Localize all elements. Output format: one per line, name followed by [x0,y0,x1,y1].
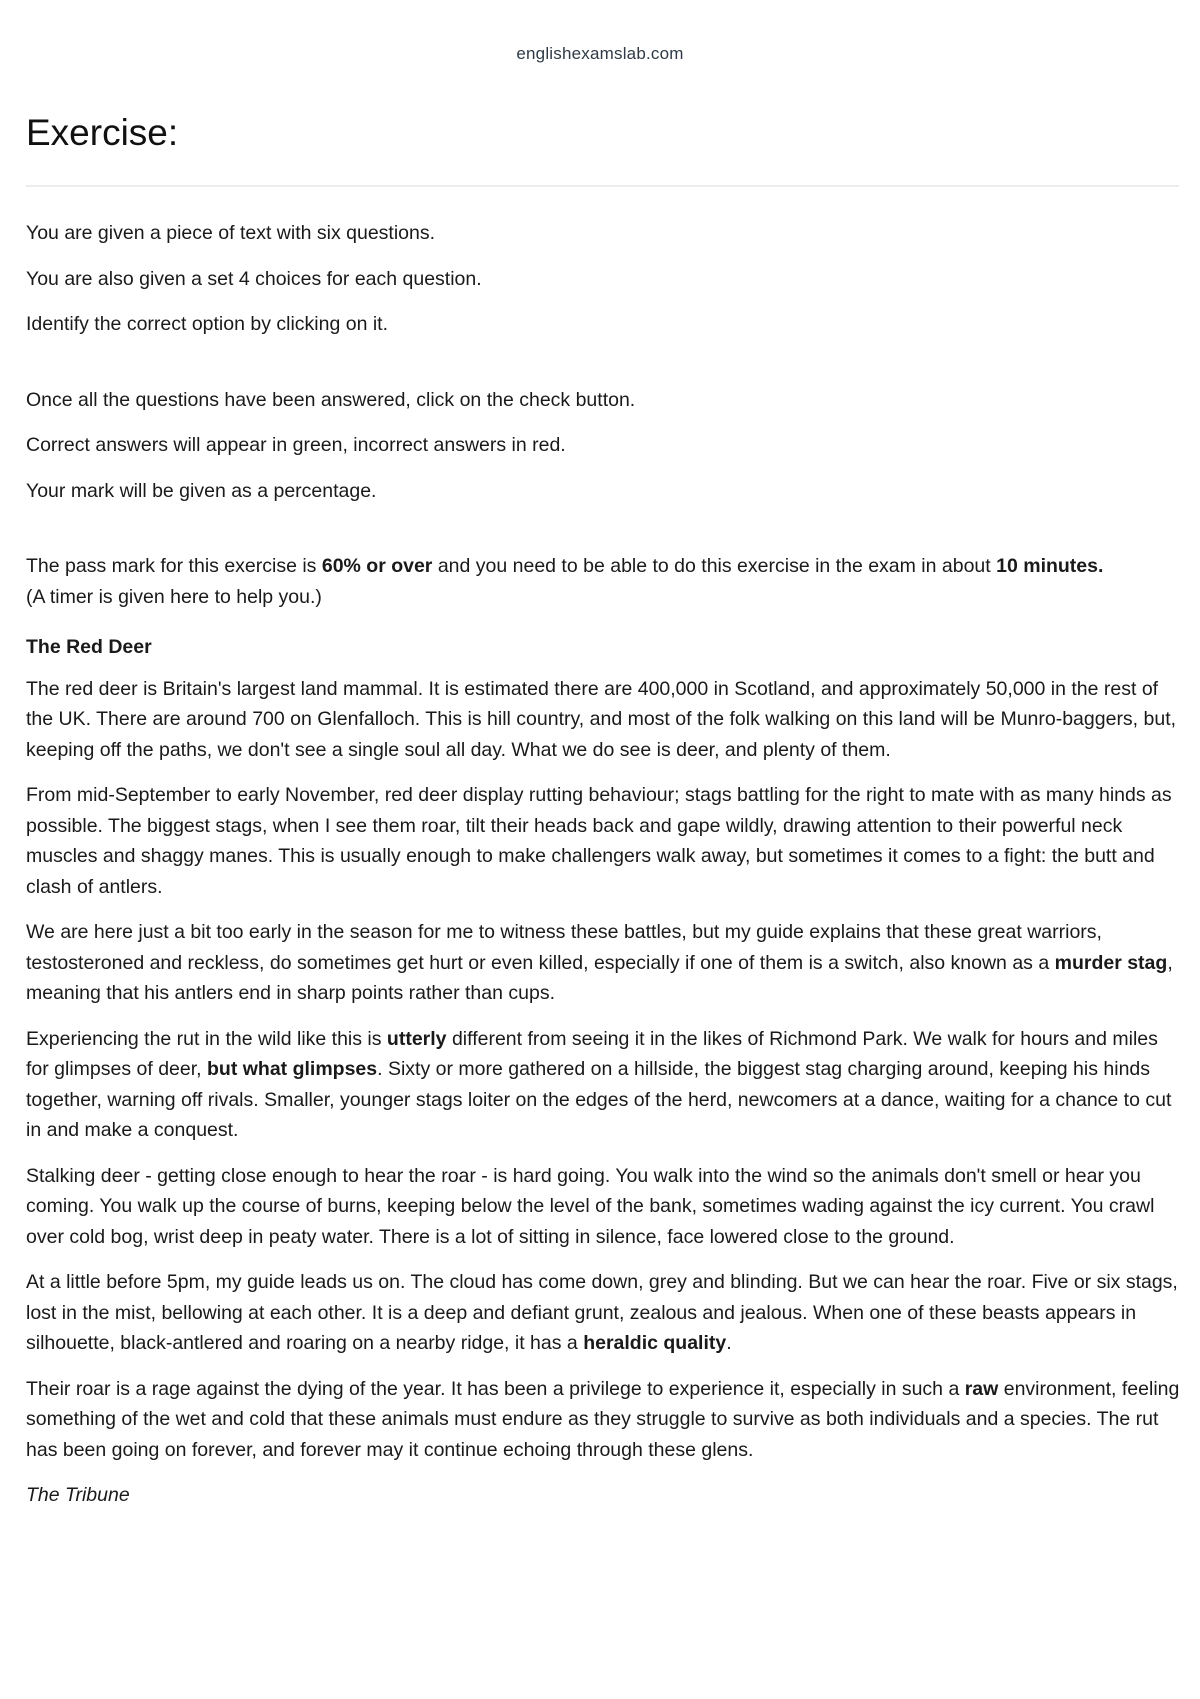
pass-middle: and you need to be able to do this exercise in the exam in about [432,555,997,577]
instruction-line: Your mark will be given as a percentage. [26,479,377,502]
pass-mark-info [26,551,1181,582]
text-run: , meaning that his antlers end in sharp points rather than cups. [26,951,1173,1004]
article-title: The Red Deer [26,636,152,658]
article-paragraph: From mid-September to early November, red deer display rutting behaviour; stags battling for the right to mate with as many hinds as possible. The biggest stags, when I see them roar, tilt their heads back and gape wildly, drawing attention to their powerful neck muscles and shaggy manes. This is usually enough to make challengers walk away, but sometimes it comes to a fight: the butt and clash of antlers. [26,784,1172,898]
highlight-heraldic-quality: heraldic quality [583,1332,727,1354]
text-run: . [726,1332,732,1354]
text-run: different from seeing it in the likes of Richmond Park. We walk for hours and miles for glimpses of deer, [26,1027,1158,1080]
text-run: environment, feeling something of the wet and cold that these animals must endure as they struggle to survive as both individuals and a species. The rut has been going on forever, and forever may it continue echoing through these glens. [26,1377,1180,1461]
highlight-but-what-glimpses: but what glimpses [207,1058,378,1080]
text-run: We are here just a bit too early in the season for me to witness these battles, but my guide explains that these great warriors, testosteroned and reckless, do sometimes get hurt or even killed, especially if one of them is a switch, also known as a [26,921,1102,974]
article-paragraph [26,1267,1181,1359]
text-run: . Sixty or more gathered on a hillside, the biggest stag charging around, keeping his hinds together, warning off rivals. Smaller, younger stags loiter on the edges of the herd, newcomers at a dance, waiting for a chance to cut in and make a conquest. [26,1058,1172,1141]
instruction-line: Correct answers will appear in green, incorrect answers in red. [26,434,566,456]
highlight-raw: raw [964,1377,999,1400]
article-paragraph: Stalking deer - getting close enough to hear the roar - is hard going. You walk into the wind so the animals don't smell or hear you coming. You walk up the course of burns, keeping below the level of the bank, sometimes wading against the icy current. You crawl over cold bog, wrist deep in peaty water. There is a lot of sitting in silence, face lowered close to the ground. [26,1164,1155,1248]
pass-prefix: The pass mark for this exercise is [26,555,322,577]
instruction-line: You are given a piece of text with six questions. [26,222,436,244]
title-divider [26,185,1179,187]
article-paragraph [26,917,1181,1009]
article-paragraph [26,1374,1181,1466]
article-paragraph: The red deer is Britain's largest land mammal. It is estimated there are 400,000 in Scotland, and approximately 50,000 in the rest of the UK. There are around 700 on Glenfalloch. This is hill country, and most of the folk walking on this land will be Munro-baggers, but, keeping off the paths, we don't see a single soul all day. What we do see is deer, and plenty of them. [26,677,1177,761]
instruction-line: You are also given a set 4 choices for each question. [26,267,482,290]
text-run: Experiencing the rut in the wild like this is [26,1027,387,1050]
timer-note: (A timer is given here to help you.) [26,585,322,608]
pass-time: 10 minutes. [996,555,1104,577]
spacer [26,355,1181,385]
spacer [26,521,1181,551]
article-source: The Tribune [26,1484,130,1506]
text-run: Their roar is a rage against the dying of the year. It has been a privilege to experience it, especially in such a [26,1377,965,1400]
page-title: Exercise: [26,112,179,153]
text-run: At a little before 5pm, my guide leads us on. The cloud has come down, grey and blinding. But we can hear the roar. Five or six stags, lost in the mist, bellowing at each other. It is a deep and defiant grunt, zealous and jealous. When one of these beasts appears in silhouette, black-antlered and roaring on a nearby ridge, it has a [26,1271,1178,1354]
highlight-utterly: utterly [386,1027,447,1050]
instruction-line: Identify the correct option by clicking on it. [26,313,389,335]
article-paragraph [26,1024,1181,1146]
pass-mark: 60% or over [321,555,433,577]
instruction-line: Once all the questions have been answered, click on the check button. [26,388,636,411]
highlight-murder-stag: murder stag [1054,951,1168,974]
main-content [26,218,1181,1526]
site-header[interactable]: englishexamslab.com [516,44,684,63]
